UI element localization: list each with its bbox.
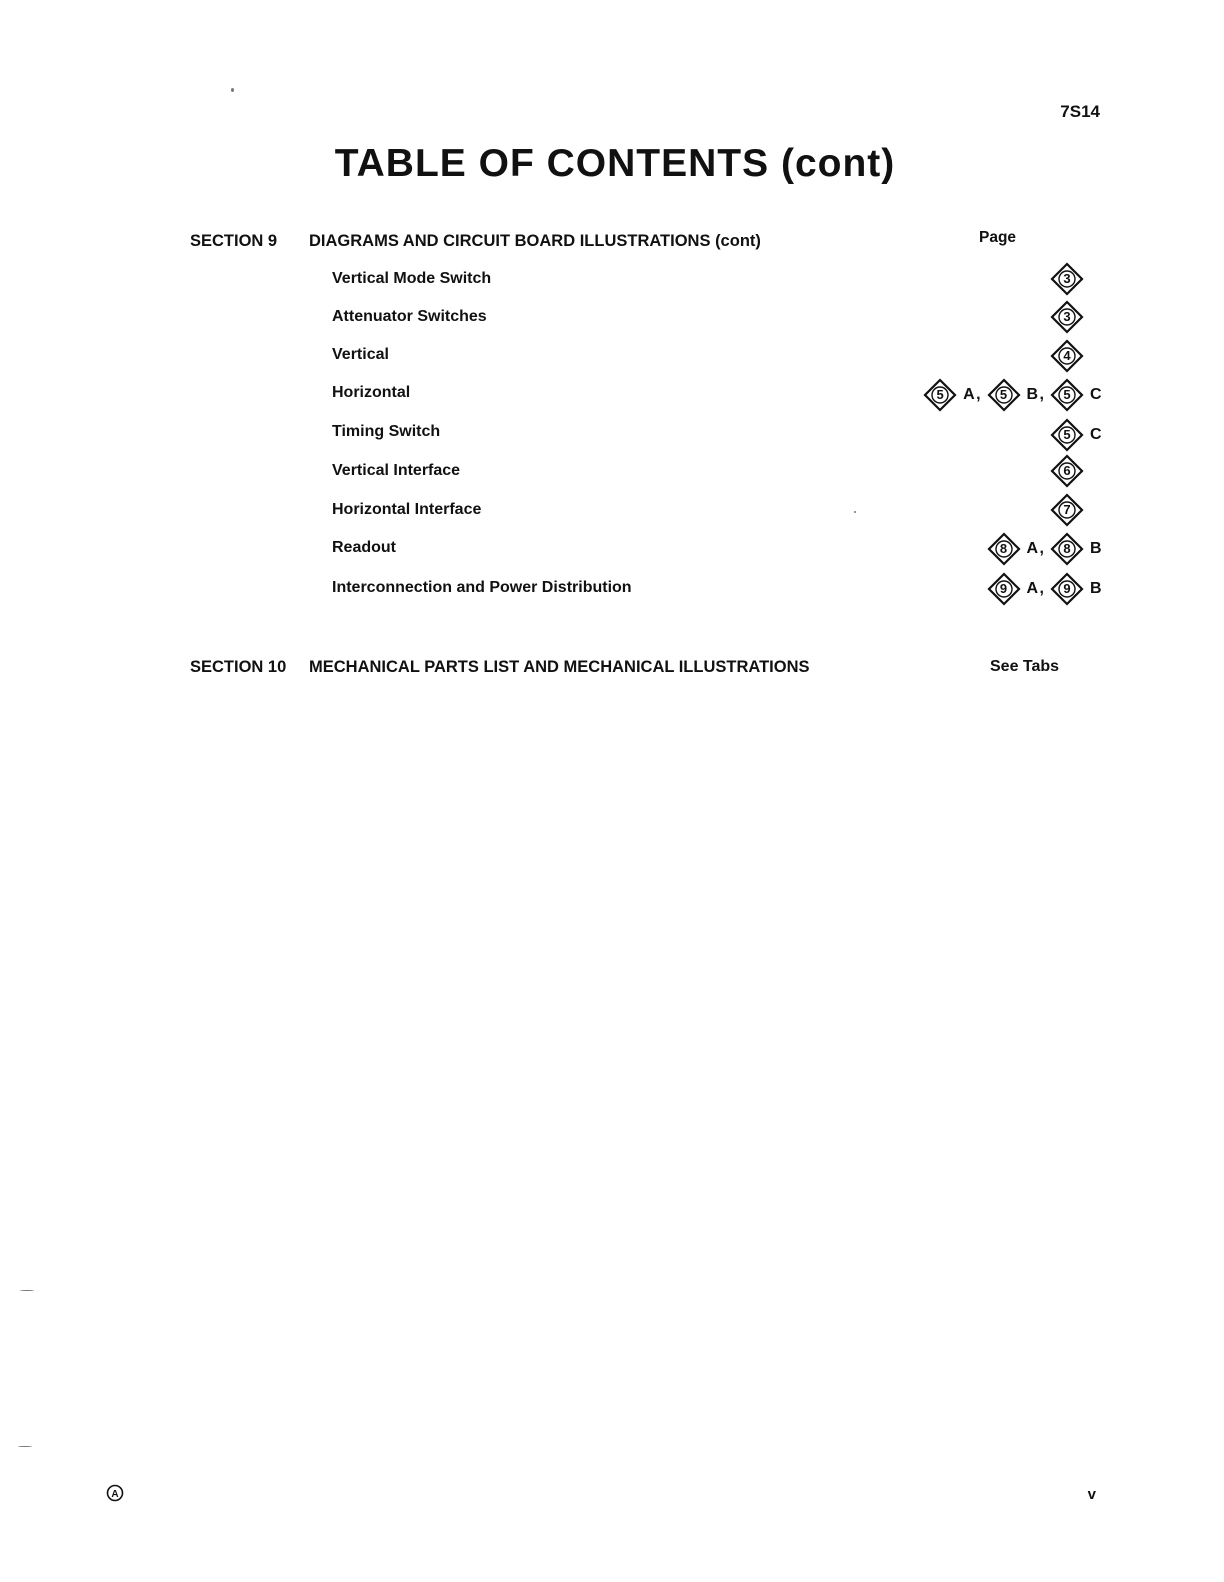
diagram-ref — [1050, 418, 1102, 452]
diagram-suffix: B — [1026, 386, 1039, 403]
toc-refs — [923, 378, 1102, 412]
section-10-label: SECTION 10 — [190, 658, 287, 676]
diagram-suffix: C — [1090, 386, 1102, 403]
scan-speck — [231, 88, 234, 92]
diagram-number: 5 — [936, 387, 944, 402]
diagram-suffix: A — [1026, 580, 1039, 597]
page-column-heading: Page — [979, 229, 1017, 246]
diagram-number-diamond-icon — [923, 378, 957, 412]
diagram-number: 5 — [999, 387, 1008, 402]
scan-speck — [20, 1290, 34, 1291]
toc-entry-interconnection-power: Interconnection and Power Distribution — [332, 579, 632, 596]
toc-refs — [987, 532, 1102, 566]
circled-a-logo — [106, 1484, 124, 1502]
diagram-ref — [987, 532, 1050, 566]
diagram-number: 8 — [1063, 541, 1071, 556]
scan-speck — [18, 1446, 32, 1447]
diagram-suffix: A — [963, 386, 975, 403]
diagram-number-diamond-icon — [987, 532, 1021, 566]
diagram-suffix: A — [1026, 540, 1039, 557]
diagram-ref — [923, 378, 986, 412]
diagram-ref — [1050, 262, 1102, 296]
toc-refs — [1050, 418, 1102, 452]
diagram-number-diamond-icon — [1050, 572, 1084, 606]
model-number: 7S14 — [1060, 102, 1100, 121]
diagram-ref — [1050, 454, 1102, 488]
toc-refs — [1050, 493, 1102, 527]
diagram-number-diamond-icon — [1050, 454, 1084, 488]
diagram-ref — [1050, 339, 1102, 373]
ref-separator: , — [1039, 540, 1044, 557]
ref-separator: , — [1039, 580, 1044, 597]
diagram-number: 7 — [1063, 502, 1071, 517]
diagram-suffix: B — [1090, 580, 1102, 597]
toc-entry-vertical-mode-switch: Vertical Mode Switch — [332, 270, 492, 287]
scan-speck — [854, 511, 856, 513]
section-9-label: SECTION 9 — [190, 232, 278, 250]
toc-refs — [1050, 339, 1102, 373]
toc-refs — [1050, 300, 1102, 334]
section-10-title: MECHANICAL PARTS LIST AND MECHANICAL ILLUSTRATIONS — [309, 658, 810, 676]
diagram-number-diamond-icon — [1050, 262, 1084, 296]
section-10-page: See Tabs — [990, 658, 1060, 675]
toc-entry-horizontal: Horizontal — [332, 384, 411, 401]
diagram-number-diamond-icon — [987, 378, 1021, 412]
diagram-number-diamond-icon — [1050, 418, 1084, 452]
toc-entry-readout: Readout — [332, 539, 396, 556]
diagram-number-diamond-icon — [1050, 378, 1084, 412]
diagram-number: 5 — [1063, 427, 1071, 442]
diagram-number: 9 — [999, 581, 1008, 596]
diagram-number: 3 — [1063, 271, 1071, 286]
toc-entry-horizontal-interface: Horizontal Interface — [332, 501, 482, 518]
ref-separator: , — [1039, 386, 1044, 403]
diagram-number-diamond-icon — [1050, 493, 1084, 527]
toc-entry-attenuator-switches: Attenuator Switches — [332, 308, 487, 325]
section-9-title: DIAGRAMS AND CIRCUIT BOARD ILLUSTRATIONS (cont) — [309, 232, 761, 250]
diagram-ref — [1050, 300, 1102, 334]
diagram-ref — [1050, 572, 1102, 606]
toc-entry-timing-switch: Timing Switch — [332, 423, 441, 440]
diagram-number: 5 — [1063, 387, 1071, 402]
toc-refs — [987, 572, 1102, 606]
diagram-number-diamond-icon — [1050, 532, 1084, 566]
diagram-number: 8 — [999, 541, 1008, 556]
diagram-number-diamond-icon — [987, 572, 1021, 606]
diagram-number-diamond-icon — [1050, 300, 1084, 334]
diagram-number-diamond-icon — [1050, 339, 1084, 373]
diagram-ref — [987, 572, 1050, 606]
diagram-number: 4 — [1063, 348, 1071, 363]
diagram-number: 3 — [1063, 309, 1071, 324]
toc-entry-vertical: Vertical — [332, 346, 389, 363]
diagram-ref — [1050, 532, 1102, 566]
page-title: TABLE OF CONTENTS (cont) — [334, 142, 896, 185]
diagram-number: 9 — [1063, 581, 1071, 596]
svg-text:A: A — [111, 1489, 119, 1500]
diagram-number: 6 — [1063, 463, 1071, 478]
ref-separator: , — [976, 386, 981, 403]
page-number: v — [1087, 1486, 1096, 1503]
diagram-ref — [1050, 378, 1102, 412]
diagram-ref — [1050, 493, 1102, 527]
diagram-suffix: B — [1090, 540, 1102, 557]
toc-entry-vertical-interface: Vertical Interface — [332, 462, 461, 479]
diagram-ref — [987, 378, 1050, 412]
diagram-suffix: C — [1090, 426, 1102, 443]
toc-refs — [1050, 262, 1102, 296]
toc-refs — [1050, 454, 1102, 488]
